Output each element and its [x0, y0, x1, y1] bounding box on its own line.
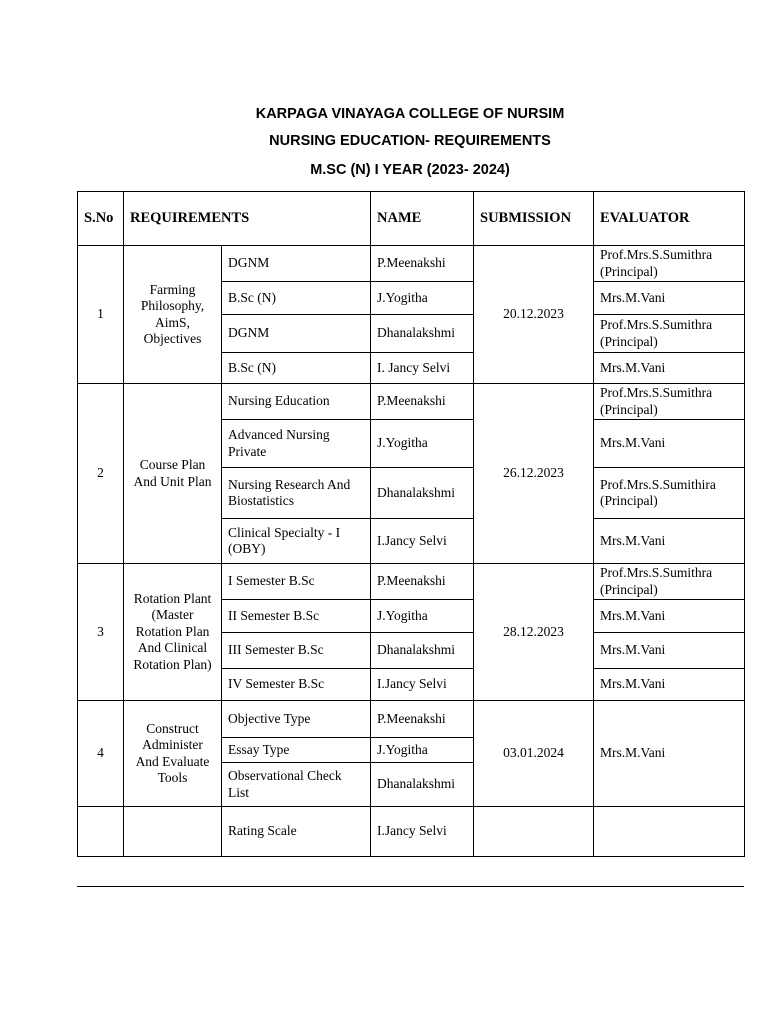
requirement-cell: B.Sc (N)	[222, 353, 371, 384]
evaluator-cell: Mrs.M.Vani	[594, 701, 745, 807]
group-topic: Rotation Plant (Master Rotation Plan And Clinical Rotation Plan)	[124, 564, 222, 701]
group-number: 1	[78, 246, 124, 384]
requirement-cell: I Semester B.Sc	[222, 564, 371, 600]
requirement-cell: Nursing Research And Biostatistics	[222, 468, 371, 519]
name-cell: I.Jancy Selvi	[371, 519, 474, 564]
name-cell: I.Jancy Selvi	[371, 669, 474, 701]
evaluator-cell: Mrs.M.Vani	[594, 353, 745, 384]
evaluator-cell: Mrs.M.Vani	[594, 633, 745, 669]
requirement-cell: Essay Type	[222, 738, 371, 763]
requirement-cell: DGNM	[222, 246, 371, 282]
name-cell: I. Jancy Selvi	[371, 353, 474, 384]
header-evaluator: EVALUATOR	[594, 192, 745, 246]
group-topic: Construct Administer And Evaluate Tools	[124, 701, 222, 807]
submission-date: 03.01.2024	[474, 701, 594, 807]
evaluator-cell: Prof.Mrs.S.Sumithra (Principal)	[594, 564, 745, 600]
evaluator-cell: Prof.Mrs.S.Sumithira (Principal)	[594, 468, 745, 519]
requirement-cell: Observational Check List	[222, 763, 371, 807]
requirement-cell: IV Semester B.Sc	[222, 669, 371, 701]
header-name: NAME	[371, 192, 474, 246]
table-row	[78, 701, 745, 738]
group-number: 2	[78, 384, 124, 564]
evaluator-cell: Mrs.M.Vani	[594, 519, 745, 564]
name-cell: P.Meenakshi	[371, 384, 474, 420]
header-submission: SUBMISSION	[474, 192, 594, 246]
requirement-cell: Nursing Education	[222, 384, 371, 420]
name-cell: P.Meenakshi	[371, 701, 474, 738]
table-header-row	[78, 192, 745, 246]
name-cell: Dhanalakshmi	[371, 468, 474, 519]
evaluator-cell: Mrs.M.Vani	[594, 600, 745, 633]
table-row	[78, 384, 745, 420]
evaluator-cell: Mrs.M.Vani	[594, 282, 745, 315]
requirement-cell: III Semester B.Sc	[222, 633, 371, 669]
evaluator-cell: Prof.Mrs.S.Sumithra (Principal)	[594, 246, 745, 282]
group-number: 3	[78, 564, 124, 701]
page-divider-line	[77, 886, 744, 887]
group-topic: Course Plan And Unit Plan	[124, 384, 222, 564]
requirement-cell: DGNM	[222, 315, 371, 353]
name-cell: Dhanalakshmi	[371, 633, 474, 669]
name-cell: Dhanalakshmi	[371, 763, 474, 807]
course-year: M.SC (N) I YEAR (2023- 2024)	[310, 162, 510, 178]
evaluator-cell: Prof.Mrs.S.Sumithra (Principal)	[594, 384, 745, 420]
empty-cell	[78, 807, 124, 857]
name-cell: J.Yogitha	[371, 600, 474, 633]
requirement-cell: Advanced Nursing Private	[222, 420, 371, 468]
evaluator-cell: Mrs.M.Vani	[594, 420, 745, 468]
name-cell: J.Yogitha	[371, 282, 474, 315]
name-cell: J.Yogitha	[371, 420, 474, 468]
table-row	[78, 246, 745, 282]
requirement-cell: B.Sc (N)	[222, 282, 371, 315]
requirements-table	[77, 191, 745, 857]
header-requirements: REQUIREMENTS	[124, 192, 371, 246]
name-cell: Dhanalakshmi	[371, 315, 474, 353]
submission-date: 26.12.2023	[474, 384, 594, 564]
document-subtitle: NURSING EDUCATION- REQUIREMENTS	[269, 133, 551, 149]
college-title: KARPAGA VINAYAGA COLLEGE OF NURSIM	[255, 106, 565, 122]
evaluator-cell: Prof.Mrs.S.Sumithra (Principal)	[594, 315, 745, 353]
empty-cell	[594, 807, 745, 857]
group-number: 4	[78, 701, 124, 807]
empty-cell	[474, 807, 594, 857]
name-cell: P.Meenakshi	[371, 246, 474, 282]
name-cell: I.Jancy Selvi	[371, 807, 474, 857]
header-sno: S.No	[78, 192, 124, 246]
submission-date: 20.12.2023	[474, 246, 594, 384]
evaluator-cell: Mrs.M.Vani	[594, 669, 745, 701]
name-cell: J.Yogitha	[371, 738, 474, 763]
requirement-cell: II Semester B.Sc	[222, 600, 371, 633]
table-row	[78, 807, 745, 857]
requirement-cell: Objective Type	[222, 701, 371, 738]
requirement-cell: Rating Scale	[222, 807, 371, 857]
submission-date: 28.12.2023	[474, 564, 594, 701]
name-cell: P.Meenakshi	[371, 564, 474, 600]
requirement-cell: Clinical Specialty - I (OBY)	[222, 519, 371, 564]
empty-cell	[124, 807, 222, 857]
table-row	[78, 564, 745, 600]
group-topic: Farming Philosophy, AimS, Objectives	[124, 246, 222, 384]
